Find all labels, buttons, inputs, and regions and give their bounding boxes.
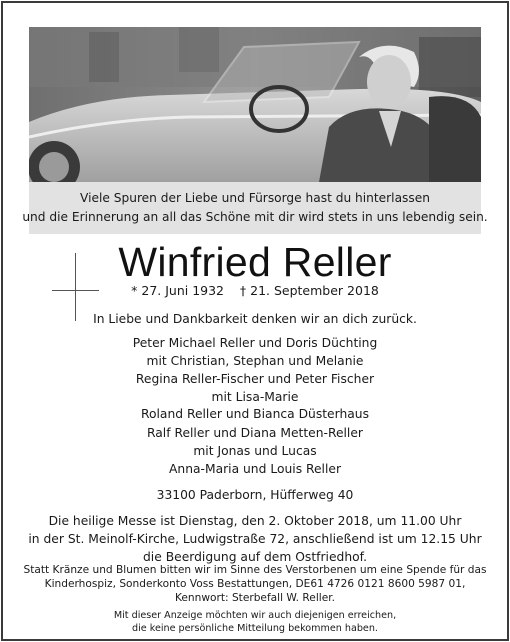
quote-line-1: Viele Spuren der Liebe und Fürsorge hast du hinterlassen — [80, 191, 430, 205]
service-line: Die heilige Messe ist Dienstag, den 2. Oktober 2018, um 11.00 Uhr — [48, 514, 462, 528]
mourners-list — [0, 460, 510, 478]
man-in-convertible-photo — [29, 27, 481, 182]
mourners-list — [0, 405, 510, 423]
mourner-line: mit Jonas und Lucas — [193, 444, 317, 458]
mourner-line: mit Lisa-Marie — [211, 390, 299, 404]
donation-request — [0, 563, 510, 605]
mourner-line: Roland Reller und Bianca Düsterhaus — [140, 407, 369, 421]
intro-text — [0, 310, 510, 328]
service-details — [0, 512, 510, 566]
donation-line: Statt Kränze und Blumen bitten wir im Sinne des Verstorbenen um eine Spende für das — [23, 564, 487, 576]
donation-line: Kennwort: Sterbefall W. Reller. — [175, 592, 335, 604]
address-line: 33100 Paderborn, Hüfferweg 40 — [156, 488, 354, 502]
mourner-line: mit Christian, Stephan und Melanie — [146, 354, 364, 368]
mourners-list — [0, 334, 510, 370]
quote-line-2: und die Erinnerung an all das Schöne mit dir wird stets in uns lebendig sein. — [22, 210, 488, 224]
mourner-line: Peter Michael Reller und Doris Düchting — [132, 336, 378, 350]
mourner-line: Ralf Reller und Diana Metten-Reller — [147, 426, 363, 440]
service-line: in der St. Meinolf-Kirche, Ludwigstraße 72, anschließend ist um 12.15 Uhr — [28, 532, 482, 546]
memorial-quote — [22, 182, 488, 234]
donation-line: Kinderhospiz, Sonderkonto Voss Bestattungen, DE61 4726 0121 8600 5987 01, — [44, 578, 466, 590]
intro-line: In Liebe und Dankbarkeit denken wir an dich zurück. — [93, 312, 417, 326]
memorial-photo — [29, 27, 481, 182]
life-dates: * 27. Juni 1932 † 21. September 2018 — [131, 283, 379, 298]
service-line: die Beerdigung auf dem Ostfriedhof. — [143, 550, 367, 564]
mourners-list — [0, 370, 510, 406]
mourner-line: Anna-Maria und Louis Reller — [168, 462, 342, 476]
mourners-list — [0, 424, 510, 460]
address — [0, 486, 510, 504]
closing-line: die keine persönliche Mitteilung bekommen haben. — [132, 623, 378, 634]
deceased-name: Winfried Reller — [118, 239, 392, 285]
closing-line: Mit dieser Anzeige möchten wir auch diejenigen erreichen, — [113, 610, 397, 621]
mourner-line: Regina Reller-Fischer und Peter Fischer — [135, 372, 375, 386]
closing-note — [0, 609, 510, 635]
